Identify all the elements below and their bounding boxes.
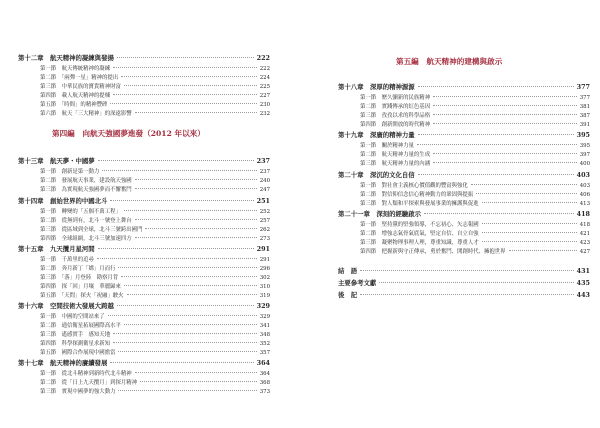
leader-dots <box>97 258 257 259</box>
page-number: 247 <box>259 187 270 193</box>
leader-dots <box>113 342 257 343</box>
page-number: 395 <box>576 131 590 139</box>
chapter-title: 第十五章 九天攬月星河間 <box>18 245 95 253</box>
toc-chapter-17[interactable] <box>18 358 270 369</box>
end-item-title: 結 語 <box>338 267 358 275</box>
leader-dots <box>118 351 256 352</box>
page-number: 423 <box>579 240 590 246</box>
leader-dots <box>433 123 577 124</box>
leader-dots <box>121 76 257 77</box>
leader-dots <box>118 267 256 268</box>
page-number: 377 <box>576 83 590 91</box>
page-number: 291 <box>256 245 270 253</box>
page-number: 319 <box>259 293 270 299</box>
chapter-title: 第十七章 航天精神的賡續發展 <box>18 359 108 367</box>
leader-dots <box>360 294 573 295</box>
section-label: 第四節 把握新與守正傳承，勇於奮鬥、開創時代、擁抱世界 <box>360 249 506 255</box>
toc-section[interactable] <box>40 387 270 398</box>
page-number: 377 <box>579 95 590 101</box>
chapter-title: 第十九章 深廣的精神力量 <box>338 131 415 139</box>
leader-dots <box>418 134 574 135</box>
section-label: 第四節 探「回」月壤 華麗歸來 <box>40 284 121 290</box>
page-number: 329 <box>259 314 270 320</box>
toc-chapter-20[interactable] <box>338 170 590 181</box>
section-label: 第三節 「落」月登陸 勘察月背 <box>40 275 119 281</box>
leader-dots <box>482 241 577 242</box>
page-number: 373 <box>259 389 270 395</box>
section-label: 第三節 從區域到全球，北斗三號跨出國門 <box>40 227 143 233</box>
end-item-title: 後 記 <box>338 291 358 299</box>
section-label: 第一節 轉變的「五個不萬工程」 <box>40 209 121 215</box>
leader-dots <box>135 188 257 189</box>
page-number: 257 <box>259 218 270 224</box>
section-label: 第一節 千萬里的追尋 <box>40 257 94 263</box>
page-number: 237 <box>259 169 270 175</box>
page-number: 273 <box>259 236 270 242</box>
toc-section[interactable] <box>40 109 270 120</box>
toc-chapter-12[interactable] <box>18 53 270 64</box>
leader-dots <box>471 184 577 185</box>
leader-dots <box>127 294 257 295</box>
page-number: 296 <box>259 266 270 272</box>
toc-chapter-18[interactable] <box>338 82 590 93</box>
section-label: 第二節 發展航天事業，建設航天強國 <box>40 178 132 184</box>
section-label: 第四節 創新開放的時代精神 <box>360 122 431 128</box>
leader-dots <box>135 237 257 238</box>
page-number: 418 <box>576 210 590 218</box>
leader-dots <box>418 86 574 87</box>
page-number: 237 <box>256 157 270 165</box>
page-number: 400 <box>579 161 590 167</box>
page-number: 227 <box>259 93 270 99</box>
leader-dots <box>135 372 257 373</box>
section-label: 第二節 「兩彈一星」精神的提出 <box>40 75 119 81</box>
section-label: 第五節 「天問」探火「祝融」駛火 <box>40 293 124 299</box>
end-item-title: 主要參考文獻 <box>338 279 377 287</box>
leader-dots <box>433 162 577 163</box>
toc-section[interactable] <box>40 185 270 196</box>
page-number: 435 <box>576 279 590 287</box>
leader-dots <box>110 103 256 104</box>
toc-section[interactable] <box>360 247 590 258</box>
section-label: 第一節 歷久彌新的民族精神 <box>360 95 431 101</box>
page-number: 251 <box>256 197 270 205</box>
leader-dots <box>145 228 256 229</box>
toc-conclusion[interactable] <box>338 266 590 277</box>
section-label: 第二節 從「日上九天攬月」到探月精神 <box>40 380 138 386</box>
leader-dots <box>98 160 254 161</box>
page-number: 364 <box>256 359 270 367</box>
leader-dots <box>140 381 257 382</box>
toc-references[interactable] <box>338 278 590 289</box>
leader-dots <box>135 112 257 113</box>
page-number: 352 <box>259 341 270 347</box>
leader-dots <box>379 282 573 283</box>
toc-chapter-21[interactable] <box>338 209 590 220</box>
leader-dots <box>102 170 256 171</box>
section-label: 第四節 全球組網，北斗三號加速四方 <box>40 236 132 242</box>
page-number: 232 <box>259 111 270 117</box>
toc-chapter-14[interactable] <box>18 196 270 207</box>
leader-dots <box>135 179 257 180</box>
leader-dots <box>110 362 253 363</box>
page-number: 310 <box>259 284 270 290</box>
page-number: 413 <box>579 201 590 207</box>
leader-dots <box>124 85 257 86</box>
leader-dots <box>118 390 256 391</box>
section-label: 第三節 航天精神力量的內涵 <box>360 161 431 167</box>
section-label: 第三節 對人類和平探索與發展事業的擁護與促進 <box>360 201 479 207</box>
section-label: 第三節 遙感實手 感知天地 <box>40 332 111 338</box>
leader-dots <box>482 232 577 233</box>
page-number: 222 <box>256 54 270 62</box>
leader-dots <box>424 213 574 214</box>
section-label: 第一節 關於精神力量 <box>360 143 414 149</box>
section-label: 第二節 奔月新丁「嫦」月而行 <box>40 266 116 272</box>
leader-dots <box>113 333 257 334</box>
section-label: 第六節 航天「三大精神」的深遠影響 <box>40 111 132 117</box>
leader-dots <box>360 270 573 271</box>
section-label: 第二節 航天精神力量的生成 <box>360 152 431 158</box>
toc-section[interactable] <box>360 159 590 170</box>
section-label: 第一節 從北斗精神到新時代北斗精神 <box>40 371 132 377</box>
page-number: 443 <box>576 291 590 299</box>
leader-dots <box>482 202 577 203</box>
chapter-title: 第十八章 深厚的精神源源 <box>338 83 415 91</box>
page-number: 368 <box>259 380 270 386</box>
leader-dots <box>135 219 257 220</box>
leader-dots <box>117 305 254 306</box>
page-number: 240 <box>259 178 270 184</box>
leader-dots <box>482 223 577 224</box>
page-number: 329 <box>256 302 270 310</box>
page-number: 291 <box>259 257 270 263</box>
chapter-title: 第二十一章 深刻的經驗啟示 <box>338 210 422 218</box>
right-page <box>300 0 600 428</box>
page-number: 406 <box>579 192 590 198</box>
page-number: 252 <box>259 209 270 215</box>
toc-afterword[interactable] <box>338 290 590 301</box>
leader-dots <box>509 250 577 251</box>
page-number: 431 <box>576 267 590 275</box>
section-label: 第一節 創新是第一動力 <box>40 169 100 175</box>
page-number: 225 <box>259 84 270 90</box>
leader-dots <box>113 94 257 95</box>
leader-dots <box>117 57 254 58</box>
section-label: 第四節 科學探測衛星求新知 <box>40 341 111 347</box>
leader-dots <box>124 324 257 325</box>
page-number: 224 <box>259 75 270 81</box>
page-number: 364 <box>259 371 270 377</box>
section-label: 第二節 實踐傳承的紅色基因 <box>360 104 431 110</box>
leader-dots <box>113 67 257 68</box>
chapter-title: 第十二章 航天精神的凝練與發揚 <box>18 54 114 62</box>
toc-chapter-16[interactable] <box>18 301 270 312</box>
leader-dots <box>417 144 577 145</box>
section-label: 第二節 通信衛星拓展國際高水平 <box>40 323 121 329</box>
leader-dots <box>433 105 577 106</box>
page-number: 348 <box>259 332 270 338</box>
leader-dots <box>433 153 577 154</box>
section-label: 第三節 凝聚物理事理人理，尊重知識、尊重人才 <box>360 240 479 246</box>
section-label: 第二節 從無到有，北斗一號登上舞台 <box>40 218 132 224</box>
page-number: 427 <box>579 249 590 255</box>
section-label: 第三節 中華民族的寶貴精神財富 <box>40 84 121 90</box>
page-number: 381 <box>579 104 590 110</box>
leader-dots <box>476 193 576 194</box>
part-heading: 第五編 航天精神的建構與啟示 <box>396 57 503 66</box>
section-label: 第五節 國際合作展現中國擔當 <box>40 350 116 356</box>
leader-dots <box>110 200 253 201</box>
leader-dots <box>124 210 257 211</box>
section-label: 第一節 堅持黨的堅強領導，不忘初心、矢志報國 <box>360 222 479 228</box>
leader-dots <box>124 285 257 286</box>
section-label: 第三節 實現中國夢的強大動力 <box>40 389 116 395</box>
toc-chapter-13[interactable] <box>18 156 270 167</box>
page-number: 387 <box>579 113 590 119</box>
leader-dots <box>418 174 574 175</box>
part-heading: 第四編 向航天強國夢進發（2012 年以來） <box>52 129 205 138</box>
leader-dots <box>98 248 254 249</box>
page-number: 230 <box>259 102 270 108</box>
page-number: 403 <box>576 171 590 179</box>
page-number: 302 <box>259 275 270 281</box>
section-label: 第二節 增強志氣骨氣底氣，堅定自信、自立自強 <box>360 231 479 237</box>
section-label: 第三節 為實現航天強國夢而不懈奮鬥 <box>40 187 132 193</box>
page-number: 421 <box>579 231 590 237</box>
chapter-title: 第十六章 空間技術大發展大跨越 <box>18 302 114 310</box>
page-number: 341 <box>259 323 270 329</box>
section-label: 第一節 航天傳統精神的凝練 <box>40 66 111 72</box>
leader-dots <box>108 315 257 316</box>
page-number: 403 <box>579 183 590 189</box>
chapter-title: 第二十章 深沉的文化自信 <box>338 171 415 179</box>
section-label: 第四節 載人航天精神的提煉 <box>40 93 111 99</box>
page-number: 357 <box>259 350 270 356</box>
leader-dots <box>121 276 257 277</box>
toc-chapter-15[interactable] <box>18 244 270 255</box>
section-label: 第一節 中國的空間站來了 <box>40 314 105 320</box>
section-label: 第二節 對信仰信念信心精神動力的鞏固與提振 <box>360 192 474 198</box>
page-number: 397 <box>579 152 590 158</box>
leader-dots <box>433 96 577 97</box>
toc-chapter-19[interactable] <box>338 130 590 141</box>
chapter-title: 第十四章 創始世界的中國北斗 <box>18 197 108 205</box>
section-label: 第三節 孜孜以求的科學品格 <box>360 113 431 119</box>
chapter-title: 第十三章 航天夢・中國夢 <box>18 157 95 165</box>
page-number: 391 <box>579 122 590 128</box>
page-number: 418 <box>579 222 590 228</box>
section-label: 第五節 「時間」的精神豐碑 <box>40 102 108 108</box>
page-number: 395 <box>579 143 590 149</box>
page-number: 262 <box>259 227 270 233</box>
page-number: 222 <box>259 66 270 72</box>
leader-dots <box>433 114 577 115</box>
section-label: 第一節 對社會主義核心價值觀的豐富與強化 <box>360 183 468 189</box>
